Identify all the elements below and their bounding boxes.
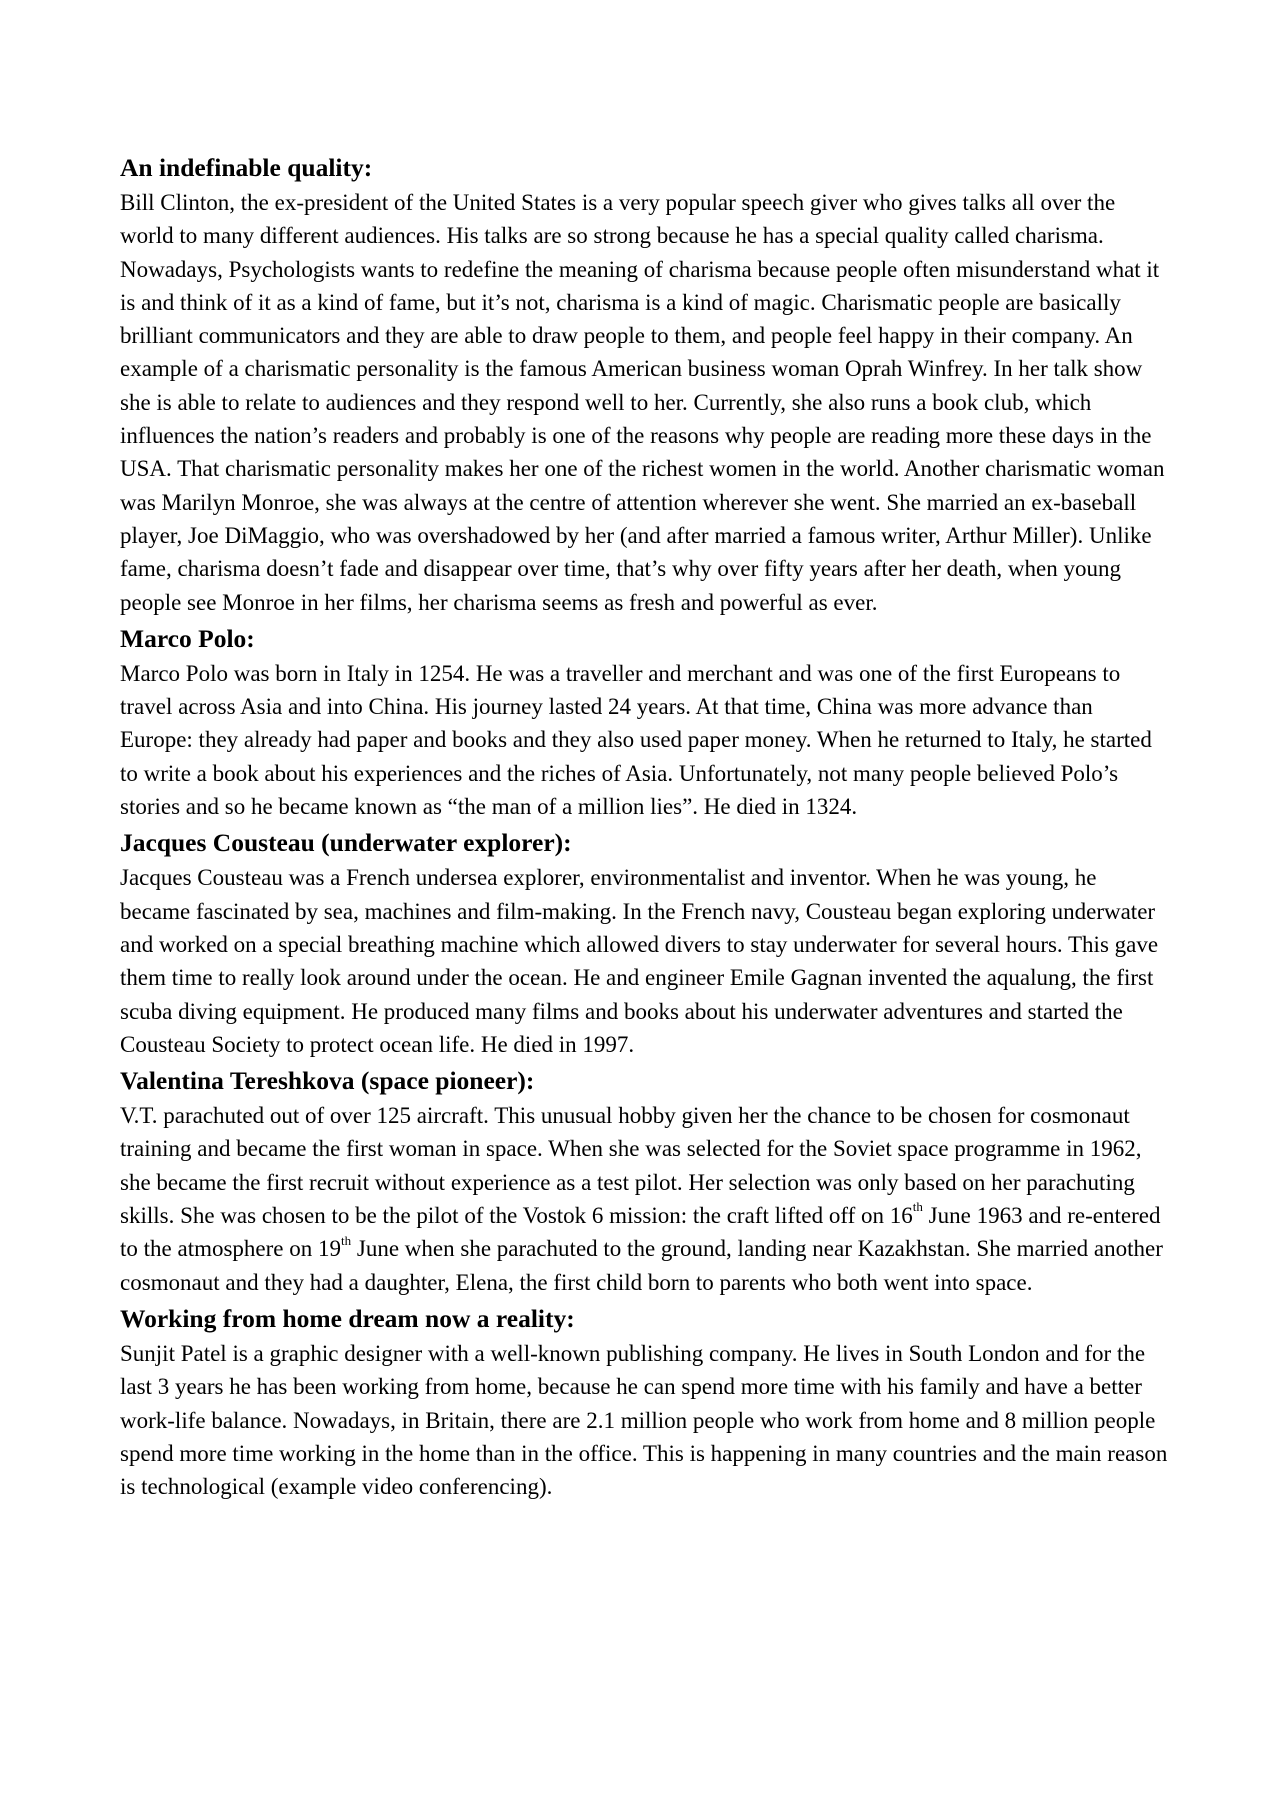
section-heading: Jacques Cousteau (underwater explorer):: [120, 828, 572, 858]
section-heading: Working from home dream now a reality:: [120, 1303, 575, 1333]
section-body: Bill Clinton, the ex-president of the United States is a very popular speech giver who gives talks all over the world to many different audiences. His talks are so strong because he has a special quality called charisma. Nowadays, Psychologists wants to redefine the meaning of charisma because people often misunderstand what it is and think of it as a kind of fame, but it’s not, charisma is a kind of magic. Charismatic people are basically brilliant communicators and they are able to draw people to them, and people feel happy in their company. An example of a charismatic personality is the famous American business woman Oprah Winfrey. In her talk show she is able to relate to audiences and they respond well to her. Currently, she also runs a book club, which influences the nation’s readers and probably is one of the reasons why people are reading more these days in the USA. That charismatic personality makes her one of the richest women in the world. Another charismatic woman was Marilyn Monroe, she was always at the centre of attention wherever she went. She married an ex-baseball player, Joe DiMaggio, who was overshadowed by her (and after married a famous writer, Arthur Miller). Unlike fame, charisma doesn’t fade and disappear over time, that’s why over fifty years after her death, when young people see Monroe in her films, her charisma seems as fresh and powerful as ever.: [120, 190, 1165, 615]
body-text-part: June when she parachuted to the ground, landing near Kazakhstan. She married another cosmonaut and they had a daughter, Elena, the first child born to parents who both went into space.: [120, 1236, 1163, 1295]
section-working-from-home: [120, 1301, 1170, 1503]
section-heading: An indefinable quality:: [120, 153, 373, 182]
section-marco-polo: [120, 621, 1170, 823]
body-text-part: V.T. parachuted out of over 125 aircraft. This unusual hobby given her the chance to be chosen for cosmonaut training and became the first woman in space. When she was selected for the Soviet space programme in 1962, she became the first recruit without experience as a test pilot. Her selection was only based on her parachuting skills. She was chosen to be the pilot of the Vostok 6 mission: the craft lifted off on 16: [120, 1103, 1142, 1229]
section-jacques-cousteau: [120, 825, 1170, 1061]
document-page: [120, 150, 1170, 1505]
section-valentina-tereshkova: [120, 1063, 1170, 1299]
section-body: Sunjit Patel is a graphic designer with a well-known publishing company. He lives in South London and for the last 3 years he has been working from home, because he can spend more time with his family and have a better work-life balance. Nowadays, in Britain, there are 2.1 million people who work from home and 8 million people spend more time working in the home than in the office. This is happening in many countries and the main reason is technological (example video conferencing).: [120, 1340, 1168, 1500]
section-body: Jacques Cousteau was a French undersea explorer, environmentalist and inventor. When he was young, he became fascinated by sea, machines and film-making. In the French navy, Cousteau began exploring underwater and worked on a special breathing machine which allowed divers to stay underwater for several hours. This gave them time to really look around under the ocean. He and engineer Emile Gagnan invented the aqualung, the first scuba diving equipment. He produced many films and books about his underwater adventures and started the Cousteau Society to protect ocean life. He died in 1997.: [120, 865, 1159, 1057]
section-body: [120, 1099, 1170, 1299]
section-indefinable-quality: [120, 150, 1170, 619]
section-body: Marco Polo was born in Italy in 1254. He was a traveller and merchant and was one of the first Europeans to travel across Asia and into China. His journey lasted 24 years. At that time, China was more advance than Europe: they already had paper and books and they also used paper money. When he returned to Italy, he started to write a book about his experiences and the riches of Asia. Unfortunately, not many people believed Polo’s stories and so he became known as “the man of a million lies”. He died in 1324.: [120, 660, 1152, 820]
body-text-part: June 1963 and re-entered to the atmosphere on 19: [120, 1203, 1161, 1262]
ordinal-suffix: th: [341, 1232, 352, 1248]
section-heading: Valentina Tereshkova (space pioneer):: [120, 1066, 535, 1096]
ordinal-suffix: th: [912, 1199, 923, 1215]
section-heading: Marco Polo:: [120, 623, 255, 653]
